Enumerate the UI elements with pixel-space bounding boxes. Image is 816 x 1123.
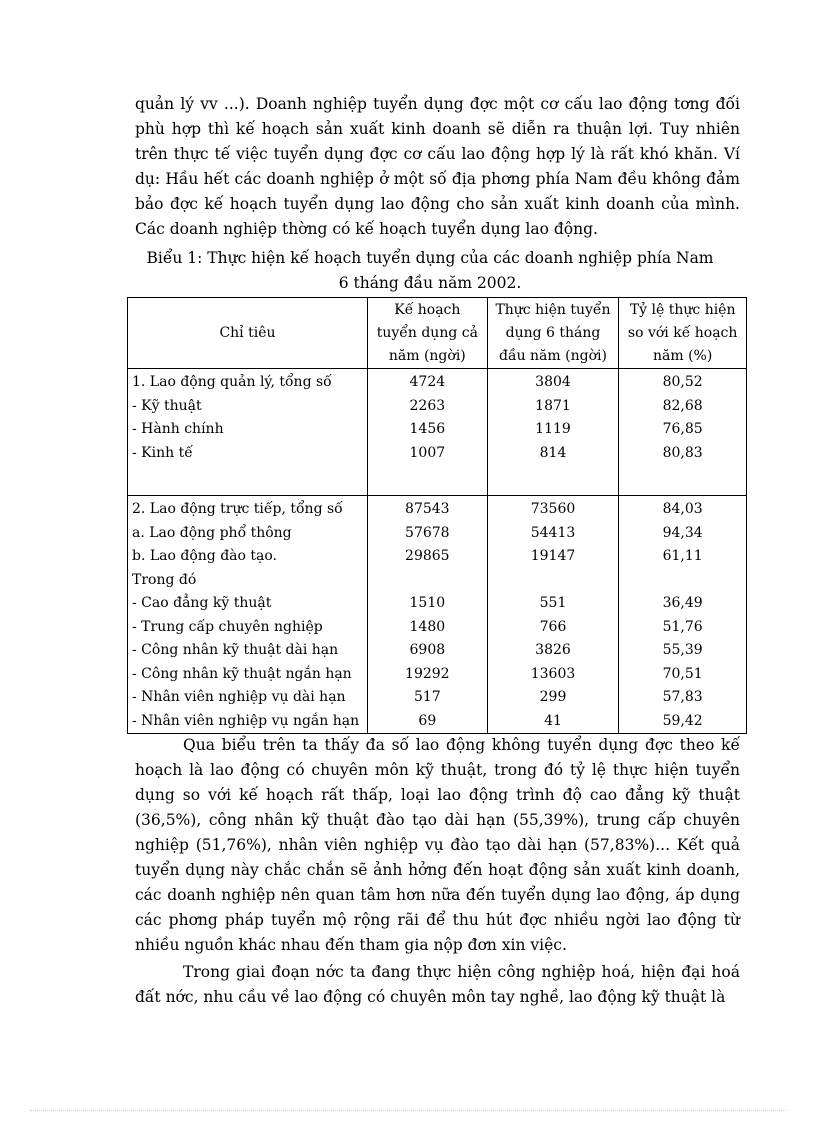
table-cell-ratio: 76,85 bbox=[662, 421, 703, 437]
table-cell-actual: 551 bbox=[539, 595, 567, 611]
table-cell-actual: 1871 bbox=[535, 397, 571, 414]
table-cell-actual: 19147 bbox=[530, 548, 576, 564]
table-cell-ratio: 36,49 bbox=[662, 595, 703, 611]
table-cell-plan: 1007 bbox=[409, 444, 446, 461]
group1-labels bbox=[128, 369, 368, 496]
table-cell-label: 1. Lao động quản lý, tổng số bbox=[132, 374, 332, 390]
header-ratio: Tỷ lệ thực hiện so với kế hoạch năm (%) bbox=[619, 298, 747, 369]
table-cell-plan: 2263 bbox=[409, 397, 446, 414]
table-cell-plan: 57678 bbox=[405, 524, 450, 541]
closing-paragraph: Trong giai đoạn nớc ta đang thực hiện công nghiệp hoá, hiện đại hoá đất nớc, nhu cầu về lao động có chuyên môn tay nghề, lao động kỹ thuật là bbox=[135, 963, 740, 1006]
header-actual: Thực hiện tuyển dụng 6 tháng đầu năm (ngời) bbox=[487, 298, 619, 369]
table-cell-label: - Kỹ thuật bbox=[132, 397, 202, 414]
table-cell-label: b. Lao động đào tạo. bbox=[132, 548, 277, 564]
table-cell-ratio: 84,03 bbox=[662, 501, 703, 517]
group1-ratio bbox=[619, 369, 747, 496]
group2-ratio bbox=[619, 496, 747, 734]
table-caption-line-2: 6 tháng đầu năm 2002. bbox=[338, 274, 522, 292]
table-header-row bbox=[128, 298, 747, 369]
table-cell-actual: 299 bbox=[539, 689, 567, 705]
table-cell-ratio: 51,76 bbox=[662, 618, 703, 635]
table-cell-actual: 1119 bbox=[535, 421, 571, 437]
table-cell-ratio: 94,34 bbox=[662, 524, 703, 541]
table-cell-plan: 6908 bbox=[409, 642, 446, 658]
table-cell-label: - Trung cấp chuyên nghiệp bbox=[132, 618, 323, 635]
table-cell-ratio: 57,83 bbox=[662, 689, 703, 705]
table-cell-label: Trong đó bbox=[132, 571, 197, 588]
table-cell-actual: 13603 bbox=[530, 665, 576, 682]
table-cell-actual: 814 bbox=[539, 444, 567, 461]
table-cell-plan: 1510 bbox=[409, 595, 446, 611]
table-cell-ratio: 80,52 bbox=[662, 374, 703, 390]
table-cell-actual: 41 bbox=[544, 712, 562, 729]
table-cell-label: a. Lao động phổ thông bbox=[132, 524, 292, 541]
table-cell-label: 2. Lao động trực tiếp, tổng số bbox=[132, 501, 343, 517]
table-cell-ratio: 59,42 bbox=[662, 712, 703, 729]
table-cell-ratio bbox=[623, 569, 742, 593]
table-cell-ratio: 80,83 bbox=[662, 444, 703, 461]
table-cell-actual: 766 bbox=[539, 618, 567, 635]
intro-paragraph: quản lý vv ...). Doanh nghiệp tuyển dụng đợc một cơ cấu lao động tơng đối phù hợp thì kế hoạch sản xuất kinh doanh sẽ diễn ra thuận lợi. Tuy nhiên trên thực tế việc tuyển dụng đợc cơ cấu lao động hợp lý là rất khó khăn. Ví dụ: Hầu hết các doanh nghiệp ở một số địa phơng phía Nam đều không đảm bảo đợc kế hoạch tuyển dụng lao động cho sản xuất kinh doanh của mình. Các doanh nghiệp thờng có kế hoạch tuyển dụng lao động. bbox=[135, 95, 740, 238]
table-cell-plan: 517 bbox=[413, 689, 441, 705]
table-caption-line-1: Biểu 1: Thực hiện kế hoạch tuyển dụng của các doanh nghiệp phía Nam bbox=[146, 249, 714, 267]
table-cell-plan: 1456 bbox=[409, 421, 446, 437]
table-cell-actual bbox=[492, 569, 615, 593]
table-cell-label: - Nhân viên nghiệp vụ ngắn hạn bbox=[132, 712, 360, 729]
table-cell-label: - Cao đẳng kỹ thuật bbox=[132, 595, 272, 611]
analysis-paragraph: Qua biểu trên ta thấy đa số lao động không tuyển dụng đợc theo kế hoạch là lao động có chuyên môn kỹ thuật, trong đó tỷ lệ thực hiện tuyển dụng so với kế hoạch rất thấp, loại lao động trình độ cao đẳng kỹ thuật (36,5%), công nhân kỹ thuật đào tạo dài hạn (55,39%), trung cấp chuyên nghiệp (51,76%), nhân viên nghiệp vụ đào tạo dài hạn (57,83%)... Kết quả tuyển dụng này chắc chắn sẽ ảnh hởng đến hoạt động sản xuất kinh doanh, các doanh nghiệp nên quan tâm hơn nữa đến tuyển dụng lao động, áp dụng các phơng pháp tuyển mộ rộng rãi để thu hút đợc nhiều ngời lao động từ nhiều nguồn khác nhau đến tham gia nộp đơn xin việc. bbox=[135, 736, 740, 954]
table-cell-label: - Hành chính bbox=[132, 421, 224, 437]
group2-plan bbox=[367, 496, 487, 734]
table-cell-actual: 73560 bbox=[530, 501, 576, 517]
table-cell-label: - Công nhân kỹ thuật ngắn hạn bbox=[132, 665, 352, 682]
table-cell-label: - Nhân viên nghiệp vụ dài hạn bbox=[132, 689, 346, 705]
table-cell-ratio: 70,51 bbox=[662, 665, 703, 682]
group1-actual bbox=[487, 369, 619, 496]
table-cell-actual: 3804 bbox=[535, 374, 571, 390]
table-cell-plan: 29865 bbox=[405, 548, 450, 564]
table-cell-label: - Kinh tế bbox=[132, 444, 193, 461]
group1-plan bbox=[367, 369, 487, 496]
table-cell-actual: 3826 bbox=[535, 642, 571, 658]
table-cell-ratio: 55,39 bbox=[662, 642, 703, 658]
group2-actual bbox=[487, 496, 619, 734]
group2-labels bbox=[128, 496, 368, 734]
table-cell-plan: 69 bbox=[418, 712, 437, 729]
table-group-direct bbox=[128, 496, 747, 734]
table-cell-label: - Công nhân kỹ thuật dài hạn bbox=[132, 642, 339, 658]
table-cell-plan: 87543 bbox=[405, 501, 450, 517]
page-bottom-rule bbox=[30, 1110, 786, 1111]
table-cell-actual: 54413 bbox=[530, 524, 576, 541]
table-cell-plan: 4724 bbox=[409, 374, 446, 390]
table-group-management bbox=[128, 369, 747, 496]
table-cell-plan bbox=[372, 569, 483, 593]
table-cell-ratio: 61,11 bbox=[662, 548, 703, 564]
table-cell-plan: 1480 bbox=[409, 618, 446, 635]
header-plan: Kế hoạch tuyển dụng cả năm (ngời) bbox=[367, 298, 487, 369]
table-cell-ratio: 82,68 bbox=[662, 397, 703, 414]
table-cell-plan: 19292 bbox=[405, 665, 450, 682]
header-indicator: Chỉ tiêu bbox=[128, 298, 368, 369]
recruitment-table bbox=[127, 297, 747, 734]
